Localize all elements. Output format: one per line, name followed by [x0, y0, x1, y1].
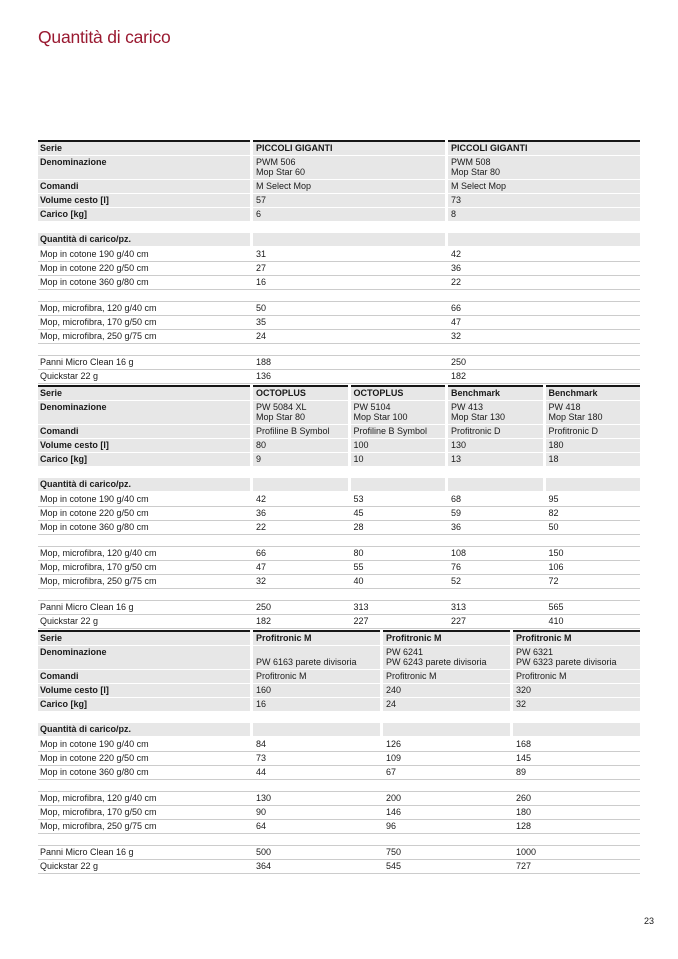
- section-cell: [253, 478, 348, 491]
- value-line: PW 413: [451, 402, 484, 412]
- cell-value: [253, 194, 445, 207]
- header-row: [38, 208, 640, 221]
- row-label: Mop, microfibra, 170 g/50 cm: [40, 317, 157, 327]
- row-label: Mop, microfibra, 170 g/50 cm: [40, 562, 157, 572]
- header-row: [38, 646, 640, 669]
- cell-value: 126: [386, 739, 402, 749]
- cell-value: [513, 646, 640, 669]
- cell-value: 410: [548, 616, 564, 626]
- row-label: Mop, microfibra, 170 g/50 cm: [40, 807, 157, 817]
- cell-value: [383, 684, 510, 697]
- cell-value: 27: [256, 263, 267, 273]
- value-line: Mop Star 80: [256, 412, 306, 422]
- value-line: 16: [256, 699, 267, 709]
- header-row: [38, 684, 640, 697]
- cell-value: 106: [548, 562, 564, 572]
- cell-value: [253, 439, 348, 452]
- value-line: 100: [353, 440, 369, 450]
- cell-value: 109: [386, 753, 402, 763]
- cell-value: 66: [451, 303, 462, 313]
- value-line: Mop Star 100: [353, 412, 408, 422]
- cell-value: 727: [516, 861, 532, 871]
- table-row: [38, 846, 640, 860]
- value-line: Mop Star 80: [451, 167, 501, 177]
- cell-value: [351, 385, 446, 400]
- value-line: Profiline B Symbol: [353, 426, 428, 436]
- section-row: [38, 478, 640, 491]
- row-label: Mop in cotone 190 g/40 cm: [40, 249, 149, 259]
- cell-value: 500: [256, 847, 272, 857]
- cell-value: 36: [256, 508, 267, 518]
- cell-value: 188: [256, 357, 272, 367]
- cell-value: 53: [353, 494, 364, 504]
- cell-value: 50: [256, 303, 267, 313]
- row-label: Volume cesto [l]: [38, 684, 250, 697]
- value-line: Mop Star 60: [256, 167, 306, 177]
- value-line: [256, 647, 377, 657]
- cell-value: 73: [256, 753, 267, 763]
- row-label: Denominazione: [38, 401, 250, 424]
- cell-value: 72: [548, 576, 559, 586]
- cell-value: [546, 453, 641, 466]
- row-label: Comandi: [38, 425, 250, 438]
- load-table-3: [38, 630, 640, 874]
- cell-value: 182: [256, 616, 272, 626]
- cell-value: 67: [386, 767, 397, 777]
- table-row: [38, 738, 640, 752]
- header-body-gap: [38, 467, 640, 478]
- value-line: 13: [451, 454, 462, 464]
- cell-value: 36: [451, 263, 462, 273]
- table-row: [38, 521, 640, 535]
- cell-value: 182: [451, 371, 467, 381]
- cell-value: [546, 439, 641, 452]
- table-row: [38, 276, 640, 290]
- cell-value: 76: [451, 562, 462, 572]
- row-label: Panni Micro Clean 16 g: [40, 357, 134, 367]
- cell-value: [383, 646, 510, 669]
- table-row: [38, 316, 640, 330]
- value-line: Profitronic M: [516, 633, 572, 643]
- cell-value: 128: [516, 821, 532, 831]
- table-row: [38, 248, 640, 262]
- cell-value: [383, 670, 510, 683]
- cell-value: 55: [353, 562, 364, 572]
- row-label: Mop in cotone 220 g/50 cm: [40, 753, 149, 763]
- section-cell: [383, 723, 510, 736]
- table-row: [38, 547, 640, 561]
- header-row: [38, 385, 640, 400]
- load-table-2: [38, 385, 640, 629]
- value-line: Benchmark: [451, 388, 501, 398]
- row-label: Volume cesto [l]: [38, 439, 250, 452]
- cell-value: 95: [548, 494, 559, 504]
- section-row: [38, 233, 640, 246]
- cell-value: 108: [451, 548, 467, 558]
- header-row: [38, 453, 640, 466]
- header-row: [38, 630, 640, 645]
- section-cell: [351, 478, 446, 491]
- value-line: Profitronic M: [516, 671, 567, 681]
- header-body-gap: [38, 222, 640, 233]
- cell-value: 260: [516, 793, 532, 803]
- cell-value: [253, 630, 380, 645]
- table-row: [38, 860, 640, 874]
- table-row: [38, 370, 640, 384]
- section-cell: [448, 478, 543, 491]
- cell-value: 200: [386, 793, 402, 803]
- header-row: [38, 670, 640, 683]
- row-label: Serie: [38, 385, 250, 400]
- table-row: [38, 356, 640, 370]
- cell-value: 35: [256, 317, 267, 327]
- value-line: OCTOPLUS: [256, 388, 306, 398]
- cell-value: 52: [451, 576, 462, 586]
- row-label: Panni Micro Clean 16 g: [40, 847, 134, 857]
- table-row: [38, 330, 640, 344]
- section-label: Quantità di carico/pz.: [38, 233, 250, 246]
- cell-value: [383, 630, 510, 645]
- row-label: Quickstar 22 g: [40, 861, 99, 871]
- value-line: 32: [516, 699, 527, 709]
- cell-value: [513, 698, 640, 711]
- section-cell: [253, 723, 380, 736]
- cell-value: [253, 646, 380, 669]
- value-line: 320: [516, 685, 532, 695]
- page-title: Quantità di carico: [38, 27, 171, 47]
- cell-value: 31: [256, 249, 267, 259]
- row-label: Mop, microfibra, 250 g/75 cm: [40, 576, 157, 586]
- cell-value: 36: [451, 522, 462, 532]
- cell-value: [448, 401, 543, 424]
- page-number: 23: [643, 916, 654, 926]
- value-line: 130: [451, 440, 467, 450]
- section-cell: [546, 478, 641, 491]
- cell-value: [253, 684, 380, 697]
- spacer-row: [38, 780, 640, 792]
- cell-value: [253, 401, 348, 424]
- value-line: 80: [256, 440, 267, 450]
- value-line: 6: [256, 209, 262, 219]
- value-line: PW 418: [548, 402, 581, 412]
- cell-value: 32: [451, 331, 462, 341]
- cell-value: 47: [451, 317, 462, 327]
- section-label: Quantità di carico/pz.: [38, 478, 250, 491]
- cell-value: [253, 425, 348, 438]
- value-line: Profiline B Symbol: [256, 426, 330, 436]
- cell-value: 66: [256, 548, 267, 558]
- value-line: 240: [386, 685, 402, 695]
- table-row: [38, 820, 640, 834]
- cell-value: [253, 670, 380, 683]
- value-line: M Select Mop: [256, 181, 312, 191]
- cell-value: [448, 194, 640, 207]
- value-line: 180: [548, 440, 564, 450]
- cell-value: 250: [256, 602, 272, 612]
- cell-value: 68: [451, 494, 462, 504]
- row-label: Mop in cotone 360 g/80 cm: [40, 277, 149, 287]
- value-line: 9: [256, 454, 262, 464]
- row-label: Mop in cotone 220 g/50 cm: [40, 263, 149, 273]
- value-line: Mop Star 130: [451, 412, 506, 422]
- value-line: Profitronic M: [256, 671, 307, 681]
- value-line: PICCOLI GIGANTI: [256, 143, 333, 153]
- value-line: Profitronic M: [386, 633, 442, 643]
- cell-value: 150: [548, 548, 564, 558]
- cell-value: 59: [451, 508, 462, 518]
- cell-value: [351, 401, 446, 424]
- value-line: PW 6241: [386, 647, 424, 657]
- cell-value: 130: [256, 793, 272, 803]
- cell-value: [513, 630, 640, 645]
- header-row: [38, 698, 640, 711]
- spacer-row: [38, 834, 640, 846]
- value-line: Profitronic M: [386, 671, 437, 681]
- cell-value: 145: [516, 753, 532, 763]
- cell-value: 28: [353, 522, 364, 532]
- cell-value: 22: [256, 522, 267, 532]
- cell-value: 42: [451, 249, 462, 259]
- header-row: [38, 140, 640, 155]
- header-row: [38, 156, 640, 179]
- table-row: [38, 302, 640, 316]
- row-label: Mop in cotone 190 g/40 cm: [40, 739, 149, 749]
- section-label: Quantità di carico/pz.: [38, 723, 250, 736]
- section-cell: [513, 723, 640, 736]
- cell-value: [253, 385, 348, 400]
- section-row: [38, 723, 640, 736]
- value-line: Profitronic M: [256, 633, 312, 643]
- table-row: [38, 752, 640, 766]
- spacer-row: [38, 290, 640, 302]
- cell-value: 45: [353, 508, 364, 518]
- cell-value: 47: [256, 562, 267, 572]
- cell-value: 180: [516, 807, 532, 817]
- spacer-row: [38, 535, 640, 547]
- value-line: PW 6323 parete divisoria: [516, 657, 617, 667]
- cell-value: 64: [256, 821, 267, 831]
- value-line: PW 5084 XL: [256, 402, 307, 412]
- header-row: [38, 401, 640, 424]
- section-cell: [253, 233, 445, 246]
- value-line: Profitronic D: [451, 426, 501, 436]
- value-line: PWM 506: [256, 157, 296, 167]
- cell-value: 89: [516, 767, 527, 777]
- header-body-gap: [38, 712, 640, 723]
- header-row: [38, 439, 640, 452]
- cell-value: [448, 453, 543, 466]
- table-row: [38, 561, 640, 575]
- cell-value: [253, 156, 445, 179]
- row-label: Mop, microfibra, 120 g/40 cm: [40, 793, 157, 803]
- cell-value: 22: [451, 277, 462, 287]
- cell-value: [253, 208, 445, 221]
- table-row: [38, 792, 640, 806]
- value-line: Mop Star 180: [548, 412, 603, 422]
- value-line: 18: [548, 454, 559, 464]
- row-label: Volume cesto [l]: [38, 194, 250, 207]
- header-row: [38, 425, 640, 438]
- cell-value: [351, 425, 446, 438]
- cell-value: [448, 208, 640, 221]
- cell-value: [448, 425, 543, 438]
- cell-value: 545: [386, 861, 402, 871]
- cell-value: [448, 439, 543, 452]
- value-line: 8: [451, 209, 457, 219]
- cell-value: 313: [451, 602, 467, 612]
- row-label: Denominazione: [38, 646, 250, 669]
- cell-value: 90: [256, 807, 267, 817]
- cell-value: 44: [256, 767, 267, 777]
- table-row: [38, 575, 640, 589]
- row-label: Quickstar 22 g: [40, 616, 99, 626]
- row-label: Panni Micro Clean 16 g: [40, 602, 134, 612]
- table-row: [38, 601, 640, 615]
- header-row: [38, 180, 640, 193]
- spacer-row: [38, 589, 640, 601]
- value-line: Benchmark: [548, 388, 598, 398]
- row-label: Quickstar 22 g: [40, 371, 99, 381]
- table-row: [38, 766, 640, 780]
- value-line: PW 6243 parete divisoria: [386, 657, 487, 667]
- value-line: PWM 508: [451, 157, 491, 167]
- row-label: Serie: [38, 630, 250, 645]
- value-line: PW 6163 parete divisoria: [256, 657, 357, 667]
- table-row: [38, 507, 640, 521]
- row-label: Comandi: [38, 180, 250, 193]
- value-line: PW 5104: [353, 402, 391, 412]
- cell-value: 168: [516, 739, 532, 749]
- value-line: PICCOLI GIGANTI: [451, 143, 528, 153]
- cell-value: 565: [548, 602, 564, 612]
- cell-value: [253, 698, 380, 711]
- cell-value: 32: [256, 576, 267, 586]
- cell-value: 24: [256, 331, 267, 341]
- row-label: Carico [kg]: [38, 698, 250, 711]
- row-label: Mop in cotone 190 g/40 cm: [40, 494, 149, 504]
- row-label: Denominazione: [38, 156, 250, 179]
- row-label: Mop, microfibra, 120 g/40 cm: [40, 548, 157, 558]
- value-line: M Select Mop: [451, 181, 507, 191]
- value-line: 24: [386, 699, 397, 709]
- cell-value: [253, 180, 445, 193]
- cell-value: [448, 385, 543, 400]
- row-label: Mop, microfibra, 250 g/75 cm: [40, 331, 157, 341]
- cell-value: [253, 453, 348, 466]
- cell-value: [383, 698, 510, 711]
- row-label: Comandi: [38, 670, 250, 683]
- row-label: Mop in cotone 220 g/50 cm: [40, 508, 149, 518]
- cell-value: 227: [353, 616, 369, 626]
- spacer-row: [38, 344, 640, 356]
- value-line: PW 6321: [516, 647, 554, 657]
- cell-value: 96: [386, 821, 397, 831]
- cell-value: 42: [256, 494, 267, 504]
- load-table-1: [38, 140, 640, 384]
- cell-value: 40: [353, 576, 364, 586]
- cell-value: 84: [256, 739, 267, 749]
- cell-value: [448, 140, 640, 155]
- section-cell: [448, 233, 640, 246]
- cell-value: [513, 670, 640, 683]
- cell-value: 364: [256, 861, 272, 871]
- value-line: 73: [451, 195, 462, 205]
- cell-value: [448, 156, 640, 179]
- value-line: 10: [353, 454, 364, 464]
- row-label: Mop, microfibra, 120 g/40 cm: [40, 303, 157, 313]
- cell-value: [546, 401, 641, 424]
- cell-value: 1000: [516, 847, 537, 857]
- cell-value: 313: [353, 602, 369, 612]
- value-line: 160: [256, 685, 272, 695]
- row-label: Carico [kg]: [38, 453, 250, 466]
- value-line: Profitronic D: [548, 426, 599, 436]
- table-row: [38, 493, 640, 507]
- cell-value: 82: [548, 508, 559, 518]
- table-row: [38, 806, 640, 820]
- row-label: Carico [kg]: [38, 208, 250, 221]
- cell-value: 50: [548, 522, 559, 532]
- cell-value: 136: [256, 371, 272, 381]
- cell-value: [351, 439, 446, 452]
- table-row: [38, 615, 640, 629]
- row-label: Mop, microfibra, 250 g/75 cm: [40, 821, 157, 831]
- cell-value: 250: [451, 357, 467, 367]
- cell-value: 16: [256, 277, 267, 287]
- cell-value: [448, 180, 640, 193]
- cell-value: 80: [353, 548, 364, 558]
- cell-value: [546, 385, 641, 400]
- row-label: Mop in cotone 360 g/80 cm: [40, 767, 149, 777]
- cell-value: [351, 453, 446, 466]
- row-label: Mop in cotone 360 g/80 cm: [40, 522, 149, 532]
- cell-value: [253, 140, 445, 155]
- header-row: [38, 194, 640, 207]
- table-row: [38, 262, 640, 276]
- cell-value: 750: [386, 847, 402, 857]
- value-line: 57: [256, 195, 267, 205]
- cell-value: [546, 425, 641, 438]
- cell-value: 227: [451, 616, 467, 626]
- cell-value: 146: [386, 807, 402, 817]
- cell-value: [513, 684, 640, 697]
- value-line: OCTOPLUS: [353, 388, 404, 398]
- row-label: Serie: [38, 140, 250, 155]
